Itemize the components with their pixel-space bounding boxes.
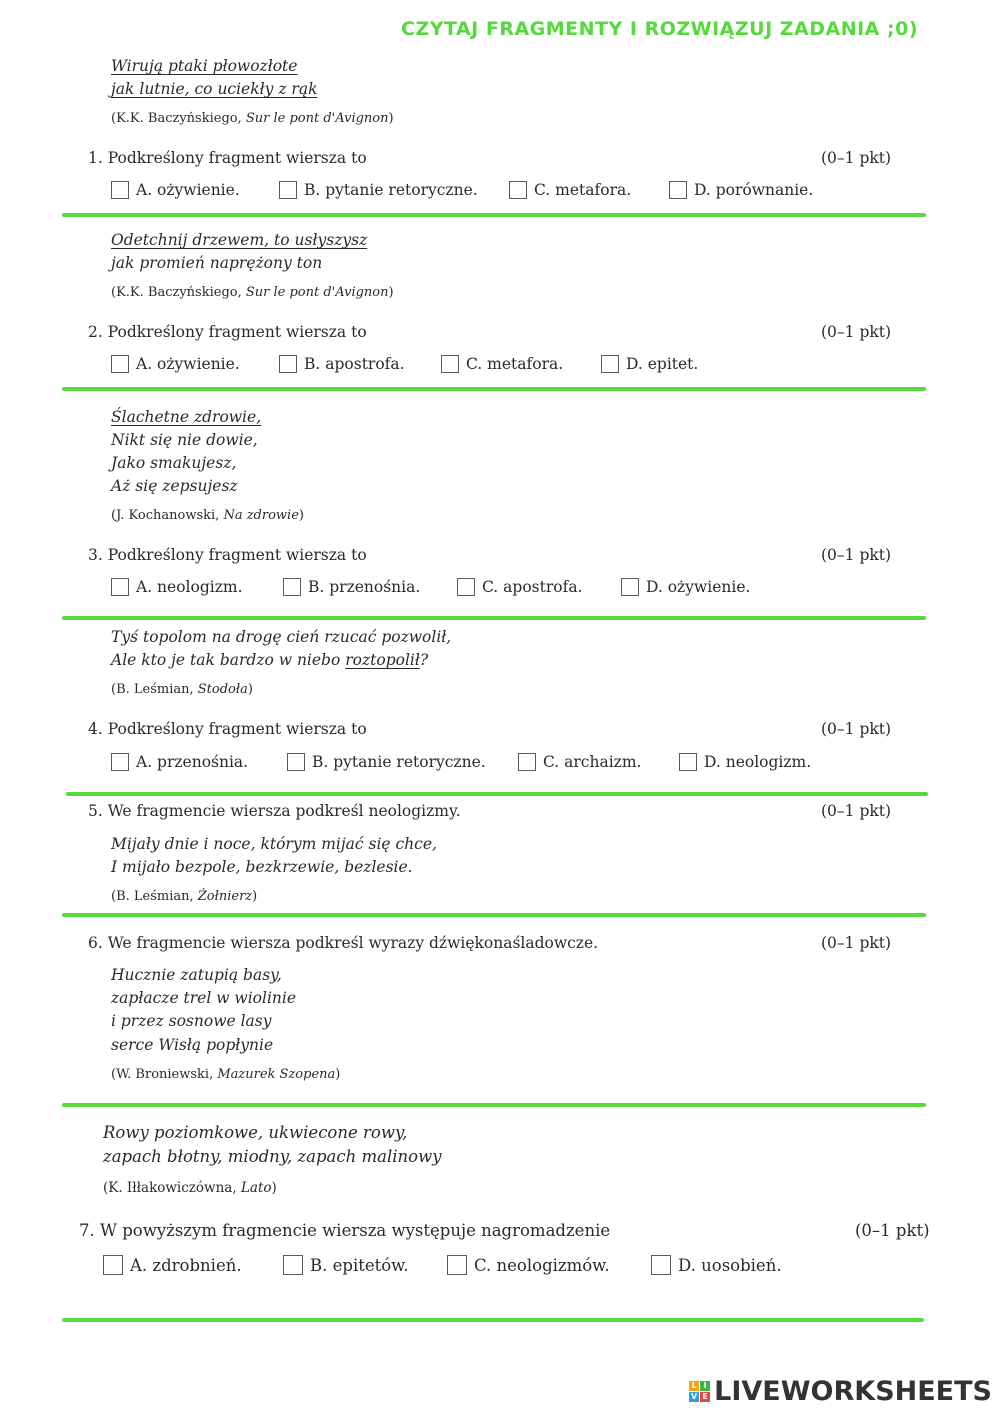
verse-line: zapach błotny, miodny, zapach malinowy bbox=[103, 1147, 442, 1166]
verse-line[interactable]: i przez sosnowe lasy bbox=[111, 1012, 272, 1030]
verse-line: Aż się zepsujesz bbox=[111, 477, 238, 495]
points-label: (0–1 pkt) bbox=[821, 149, 892, 167]
verse-line[interactable]: serce Wisłą popłynie bbox=[111, 1036, 274, 1054]
verse-source: (B. Leśmian, Stodoła) bbox=[111, 682, 253, 697]
option-d[interactable]: D. uosobień. bbox=[651, 1255, 782, 1275]
option-a[interactable]: A. ożywienie. bbox=[111, 355, 240, 373]
checkbox[interactable] bbox=[509, 181, 527, 199]
checkbox[interactable] bbox=[111, 753, 129, 771]
verse-source: (K. Iłłakowiczówna, Lato) bbox=[103, 1180, 277, 1196]
separator-line bbox=[62, 213, 926, 217]
checkbox[interactable] bbox=[103, 1255, 123, 1275]
verse-line bbox=[111, 231, 367, 249]
underlined-fragment: jak lutnie, co uciekły z rąk bbox=[111, 80, 318, 98]
option-b[interactable]: B. apostrofa. bbox=[279, 355, 405, 373]
separator-line bbox=[62, 913, 926, 917]
option-b[interactable]: B. przenośnia. bbox=[283, 578, 420, 596]
question-3: 3. Podkreślony fragment wiersza to bbox=[88, 546, 367, 564]
liveworksheets-logo: L I V E LIVEWORKSHEETS bbox=[691, 1376, 992, 1407]
underlined-fragment: Odetchnij drzewem, to usłyszysz bbox=[111, 231, 368, 249]
points-label: (0–1 pkt) bbox=[821, 546, 892, 564]
checkbox[interactable] bbox=[111, 578, 129, 596]
verse-line: Wirują ptaki płowozłote bbox=[111, 57, 298, 75]
question-7: 7. W powyższym fragmencie wiersza występuje nagromadzenie bbox=[79, 1221, 611, 1240]
points-label: (0–1 pkt) bbox=[821, 323, 892, 341]
verse-line[interactable]: Mijały dnie i noce, którym mijać się chce, bbox=[111, 835, 437, 853]
option-a[interactable]: A. przenośnia. bbox=[111, 753, 248, 771]
verse-source: (J. Kochanowski, Na zdrowie) bbox=[111, 508, 304, 523]
separator-line bbox=[66, 792, 928, 796]
points-label: (0–1 pkt) bbox=[855, 1221, 930, 1240]
option-d[interactable]: D. epitet. bbox=[601, 355, 698, 373]
option-c[interactable]: C. metafora. bbox=[509, 181, 631, 199]
checkbox[interactable] bbox=[518, 753, 536, 771]
verse-source: (K.K. Baczyńskiego, Sur le pont d'Avignon) bbox=[111, 111, 394, 126]
points-label: (0–1 pkt) bbox=[821, 720, 892, 738]
checkbox[interactable] bbox=[279, 181, 297, 199]
verse-line: Rowy poziomkowe, ukwiecone rowy, bbox=[103, 1123, 408, 1142]
option-d[interactable]: D. neologizm. bbox=[679, 753, 811, 771]
verse-line bbox=[111, 408, 261, 426]
checkbox[interactable] bbox=[651, 1255, 671, 1275]
checkbox[interactable] bbox=[279, 355, 297, 373]
checkbox[interactable] bbox=[669, 181, 687, 199]
checkbox[interactable] bbox=[447, 1255, 467, 1275]
liveworksheets-logo-icon: L I V E bbox=[689, 1381, 710, 1402]
option-a[interactable]: A. zdrobnień. bbox=[103, 1255, 242, 1275]
option-b[interactable]: B. pytanie retoryczne. bbox=[287, 753, 486, 771]
option-a[interactable]: A. neologizm. bbox=[111, 578, 243, 596]
separator-line bbox=[62, 1103, 926, 1107]
option-c[interactable]: C. apostrofa. bbox=[457, 578, 583, 596]
option-c[interactable]: C. archaizm. bbox=[518, 753, 641, 771]
checkbox[interactable] bbox=[441, 355, 459, 373]
verse-line bbox=[111, 80, 317, 98]
checkbox[interactable] bbox=[601, 355, 619, 373]
option-b[interactable]: B. epitetów. bbox=[283, 1255, 409, 1275]
worksheet-title: CZYTAJ FRAGMENTY I ROZWIĄZUJ ZADANIA ;0) bbox=[401, 18, 918, 40]
verse-line[interactable]: I mijało bezpole, bezkrzewie, bezlesie. bbox=[111, 858, 413, 876]
checkbox[interactable] bbox=[679, 753, 697, 771]
verse-line[interactable]: Hucznie zatupią basy, bbox=[111, 966, 282, 984]
checkbox[interactable] bbox=[111, 181, 129, 199]
verse-source: (K.K. Baczyńskiego, Sur le pont d'Avignon) bbox=[111, 285, 394, 300]
verse-line[interactable]: zapłacze trel w wiolinie bbox=[111, 989, 297, 1007]
checkbox[interactable] bbox=[283, 1255, 303, 1275]
points-label: (0–1 pkt) bbox=[821, 934, 892, 952]
verse-line: jak promień naprężony ton bbox=[111, 254, 323, 272]
verse-line: Nikt się nie dowie, bbox=[111, 431, 258, 449]
verse-line: Ale kto je tak bardzo w niebo roztopolił? bbox=[111, 651, 429, 669]
option-d[interactable]: D. porównanie. bbox=[669, 181, 813, 199]
checkbox[interactable] bbox=[287, 753, 305, 771]
verse-source: (B. Leśmian, Żołnierz) bbox=[111, 889, 258, 904]
option-b[interactable]: B. pytanie retoryczne. bbox=[279, 181, 478, 199]
underlined-fragment: roztopolił bbox=[345, 651, 420, 669]
points-label: (0–1 pkt) bbox=[821, 802, 892, 820]
option-c[interactable]: C. neologizmów. bbox=[447, 1255, 610, 1275]
separator-line bbox=[62, 387, 926, 391]
checkbox[interactable] bbox=[457, 578, 475, 596]
question-6: 6. We fragmencie wiersza podkreśl wyrazy dźwiękonaśladowcze. bbox=[88, 934, 599, 952]
verse-line: Tyś topolom na drogę cień rzucać pozwolił, bbox=[111, 628, 452, 646]
verse-line: Jako smakujesz, bbox=[111, 454, 237, 472]
underlined-fragment: Ślachetne zdrowie, bbox=[111, 408, 262, 426]
option-c[interactable]: C. metafora. bbox=[441, 355, 563, 373]
option-d[interactable]: D. ożywienie. bbox=[621, 578, 750, 596]
option-a[interactable]: A. ożywienie. bbox=[111, 181, 240, 199]
question-2: 2. Podkreślony fragment wiersza to bbox=[88, 323, 367, 341]
separator-line bbox=[62, 1318, 924, 1322]
checkbox[interactable] bbox=[283, 578, 301, 596]
verse-source: (W. Broniewski, Mazurek Szopena) bbox=[111, 1067, 341, 1082]
checkbox[interactable] bbox=[621, 578, 639, 596]
question-1: 1. Podkreślony fragment wiersza to bbox=[88, 149, 367, 167]
question-4: 4. Podkreślony fragment wiersza to bbox=[88, 720, 367, 738]
separator-line bbox=[62, 616, 926, 620]
question-5: 5. We fragmencie wiersza podkreśl neologizmy. bbox=[88, 802, 461, 820]
checkbox[interactable] bbox=[111, 355, 129, 373]
